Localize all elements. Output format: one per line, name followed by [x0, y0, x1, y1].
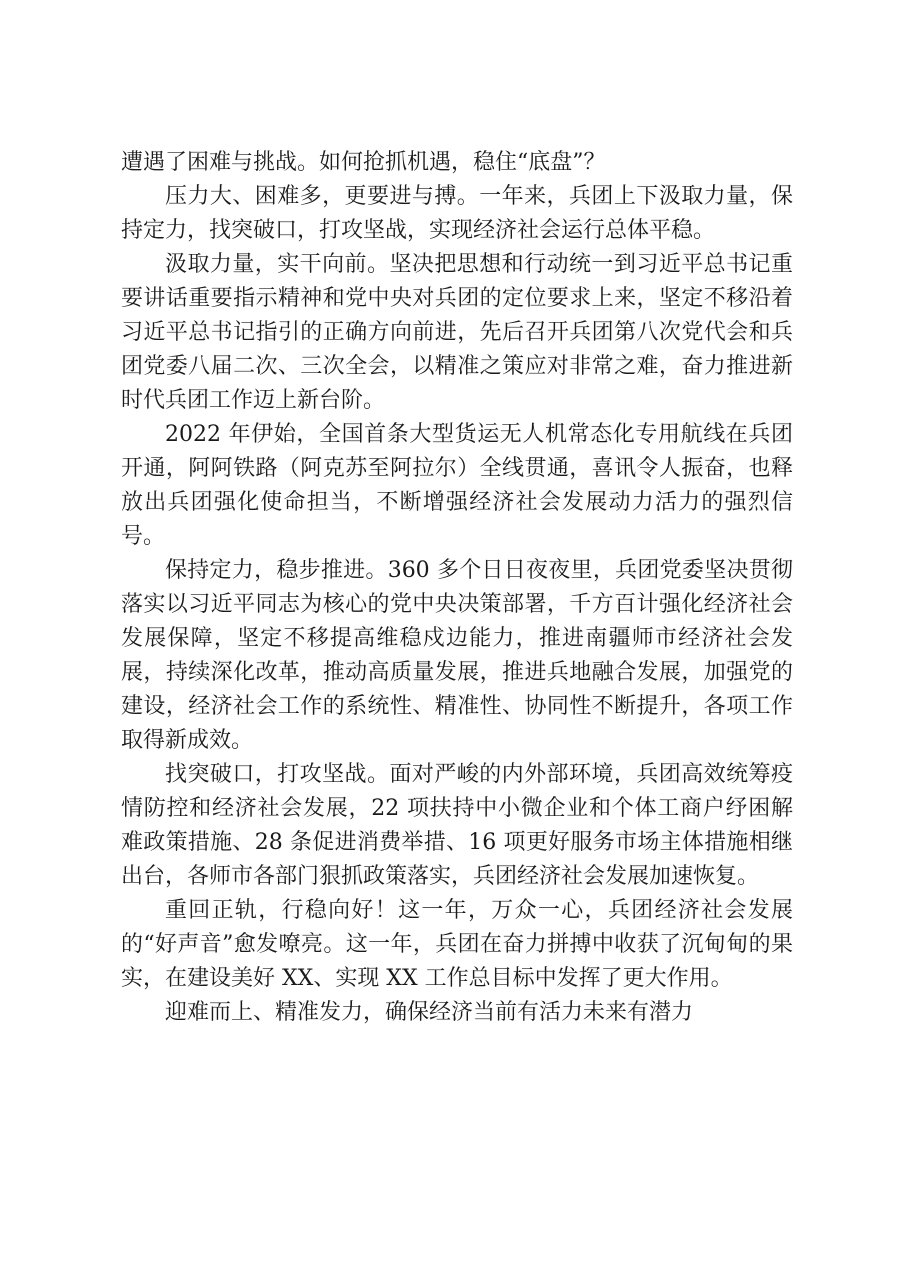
paragraph-1: 遭遇了困难与挑战。如何抢抓机遇，稳住“底盘”？	[121, 150, 606, 175]
paragraph-3: 汲取力量，实干向前。坚决把思想和行动统一到习近平总书记重要讲话重要指示精神和党中央对兵团的定位要求上来，坚定不移沿着习近平总书记指引的正确方向前进，先后召开兵团第八次党代会和兵团党委八届二次、三次全会，以精准之策应对非常之难，奋力推进新时代兵团工作迈上新台阶。	[121, 252, 793, 413]
paragraph-7: 重回正轨，行稳向好！这一年，万众一心，兵团经济社会发展的“好声音”愈发嘹亮。这一年，兵团在奋力拼搏中收获了沉甸甸的果实，在建设美好 XX、实现 XX 工作总目标中发挥了更大作用。	[121, 898, 793, 991]
paragraph-5: 保持定力，稳步推进。360 多个日日夜夜里，兵团党委坚决贯彻落实以习近平同志为核心的党中央决策部署，千方百计强化经济社会发展保障，坚定不移提高维稳戍边能力，推进南疆师市经济社会发展，持续深化改革，推动高质量发展，推进兵地融合发展，加强党的建设，经济社会工作的系统性、精准性、协同性不断提升，各项工作取得新成效。	[121, 558, 793, 753]
paragraph-6: 找突破口，打攻坚战。面对严峻的内外部环境，兵团高效统筹疫情防控和经济社会发展，22 项扶持中小微企业和个体工商户纾困解难政策措施、28 条促进消费举措、16 项更好服务市场主体措施相继出台，各师市各部门狠抓政策落实，兵团经济社会发展加速恢复。	[121, 762, 793, 889]
document-page	[121, 146, 793, 1030]
paragraph-2: 压力大、困难多，更要进与搏。一年来，兵团上下汲取力量，保持定力，找突破口，打攻坚战，实现经济社会运行总体平稳。	[121, 184, 793, 243]
paragraph-8: 迎难而上、精准发力，确保经济当前有活力未来有潜力	[165, 1000, 694, 1025]
paragraph-4: 2022 年伊始，全国首条大型货运无人机常态化专用航线在兵团开通，阿阿铁路（阿克苏至阿拉尔）全线贯通，喜讯令人振奋，也释放出兵团强化使命担当，不断增强经济社会发展动力活力的强烈信号。	[121, 422, 793, 549]
